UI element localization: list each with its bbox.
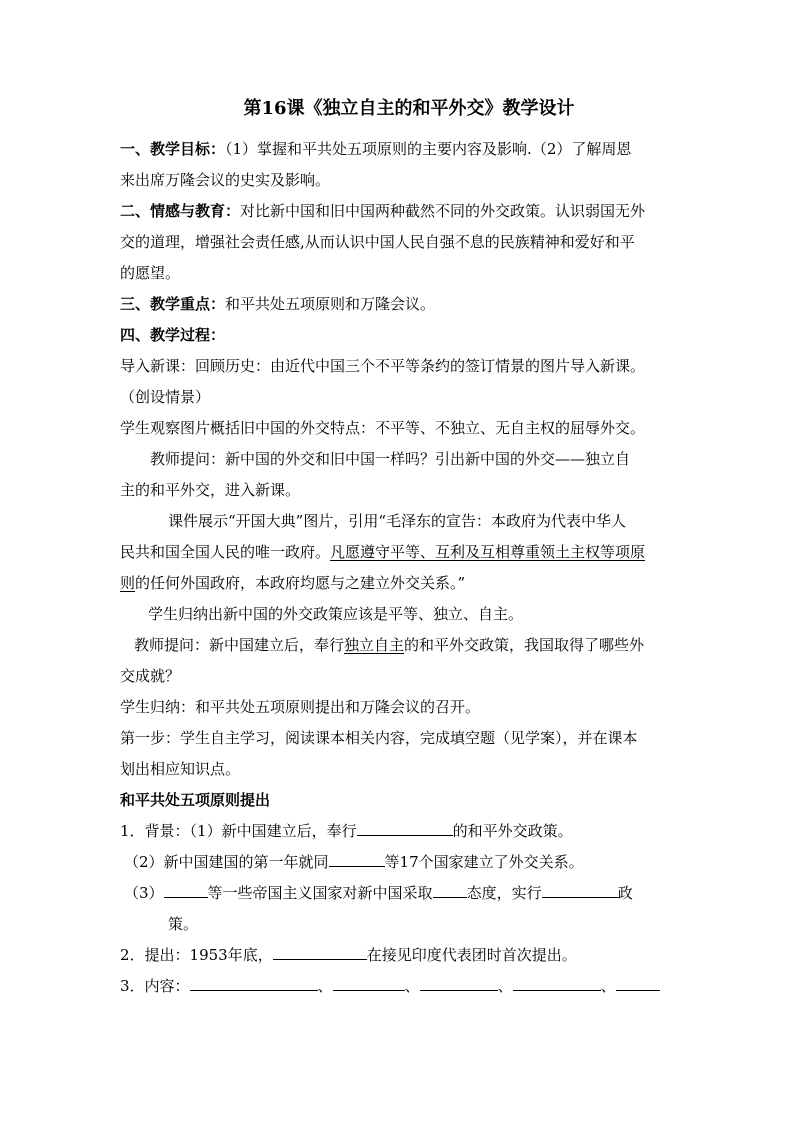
observe-line: 学生观察图片概括旧中国的外交特点：不平等、不独立、无自主权的屈辱外交。 [120,419,646,437]
courseware-show-cont [120,537,680,568]
separator: 、 [317,977,333,995]
background-text-3d: 政 [617,884,633,902]
emotion-education-label: 二、情感与教育： [120,202,241,220]
student-summary-1: 学生归纳出新中国的外交政策应该是平等、独立、自主。 [148,605,524,623]
question-text-end: 的和平外交政策，我国取得了哪些外 [404,636,645,654]
underlined-term: 独立自主 [344,636,405,654]
step-one-cont: 划出相应知识点。 [120,760,241,778]
fill-blank[interactable] [333,975,405,991]
teaching-focus-text: 和平共处五项原则和万隆会议。 [225,295,436,313]
background-line-2 [120,847,680,878]
teaching-focus [120,289,680,320]
fill-blank[interactable] [190,975,318,991]
fill-blank[interactable] [420,975,498,991]
courseware-show: 课件展示“开国大典”图片，引用“毛泽东的宣告：本政府为代表中华人 [168,512,627,530]
proposal-text-b: 在接见印度代表团时首次提出。 [366,946,577,964]
background-line-3 [120,878,680,909]
question-text: 教师提问：新中国建立后，奉行 [134,636,345,654]
underlined-quote: 凡愿遵守平等、互利及互相尊重领土主权等项原 [330,543,646,561]
background-line-3-cont: 策。 [168,915,199,933]
background-label: 1．背景：（1）新中国建立后，奉行 [120,822,357,840]
background-text-3b: 等一些帝国主义国家对新中国采取 [207,884,433,902]
emotion-education-cont2: 的愿望。 [120,264,181,282]
emotion-education-cont1: 交的道理，增强社会责任感,从而认识中国人民自强不息的民族精神和爱好和平 [120,233,635,251]
background-text-2a: （2）新中国建国的第一年就同 [124,853,329,871]
teaching-focus-label: 三、教学重点： [120,295,226,313]
background-text: 的和平外交政策。 [452,822,573,840]
teacher-question-2 [120,630,680,661]
fill-blank[interactable] [542,882,618,898]
content-line [120,971,680,1002]
fill-blank[interactable] [357,820,453,836]
background-line [120,816,680,847]
step-one: 第一步：学生自主学习，阅读课本相关内容，完成填空题（见学案），并在课本 [120,729,638,747]
emotion-education [120,196,680,227]
teacher-question-1-cont: 主的和平外交，进入新课。 [120,481,301,499]
courseware-text-end: 的任何外国政府，本政府均愿与之建立外交关系。” [135,574,466,592]
proposal-text-a: 2．提出：1953年底， [120,946,273,964]
fill-blank[interactable] [329,851,385,867]
fill-blank[interactable] [513,975,601,991]
courseware-text: 民共和国全国人民的唯一政府。 [120,543,331,561]
teaching-goals-label: 一、教学目标： [120,140,226,158]
teaching-goals-text: （1）掌握和平共处五项原则的主要内容及影响.（2）了解周恩 [225,140,632,158]
content-label: 3．内容： [120,977,190,995]
page-title: 第16课《独立自主的和平外交》教学设计 [243,98,575,119]
separator: 、 [404,977,420,995]
intro-line: 导入新课：回顾历史：由近代中国三个不平等条约的签订情景的图片导入新课。 [120,357,646,375]
fill-blank[interactable] [616,975,660,991]
underlined-quote-end: 则 [120,574,136,592]
document-page [120,94,680,1002]
separator: 、 [497,977,513,995]
student-summary-2: 学生归纳：和平共处五项原则提出和万隆会议的召开。 [120,698,481,716]
fill-blank[interactable] [164,882,208,898]
teaching-goals-cont: 来出席万隆会议的史实及影响。 [120,171,331,189]
teacher-question-2-cont: 交成就？ [120,667,181,685]
proposal-line [120,940,680,971]
emotion-education-text: 对比新中国和旧中国两种截然不同的外交政策。认识弱国无外 [240,202,646,220]
background-text-2b: 等17个国家建立了外交关系。 [384,853,584,871]
fill-blank[interactable] [273,944,367,960]
separator: 、 [600,977,616,995]
background-text-3a: （3） [124,884,164,902]
fill-blank[interactable] [433,882,467,898]
section-heading: 和平共处五项原则提出 [120,791,271,809]
teaching-process-heading: 四、教学过程： [120,326,226,344]
teaching-goals [120,134,680,165]
teacher-question-1: 教师提问：新中国的外交和旧中国一样吗？引出新中国的外交——独立自 [150,450,631,468]
intro-note: （创设情景） [120,388,211,406]
courseware-show-cont2 [120,568,680,599]
background-text-3c: 态度，实行 [466,884,542,902]
